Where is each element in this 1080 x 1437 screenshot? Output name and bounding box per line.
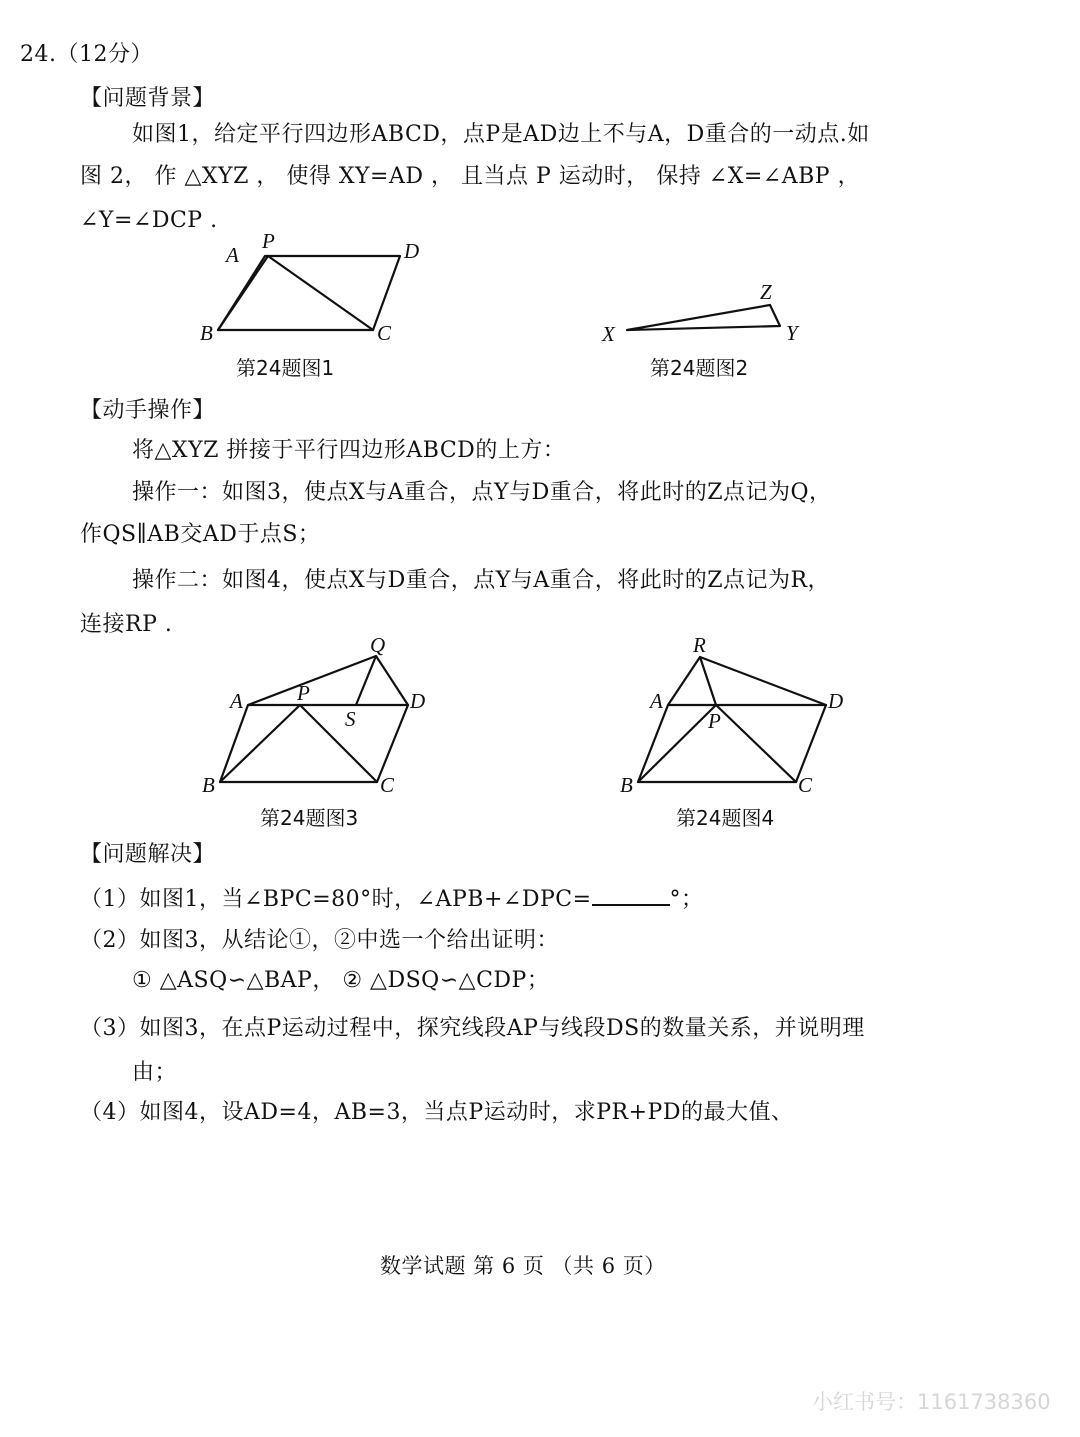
fig2-caption: 第24题图2 [650, 356, 749, 380]
question-2-line-2: ① △ASQ∽△BAP， ② △DSQ∽△CDP； [132, 968, 550, 993]
operation-line-2: 操作一：如图3，使点X与A重合，点Y与D重合，将此时的Z点记为Q， [132, 480, 832, 505]
fig1-label-B: B [200, 321, 213, 345]
operation-line-1: 将△XYZ 拼接于平行四边形ABCD的上方： [132, 438, 566, 463]
question-3-line-1: （3）如图3，在点P运动过程中，探究线段AP与线段DS的数量关系，并说明理 [80, 1016, 865, 1041]
watermark: 小红书号：1161738360 [812, 1390, 1051, 1414]
fig4-parallelogram [638, 705, 826, 782]
operation-line-3: 作QS∥AB交AD于点S； [80, 522, 321, 547]
fig3-label-S: S [345, 707, 356, 731]
fig3-label-A: A [230, 689, 243, 713]
fig2-label-Z: Z [760, 280, 772, 304]
operation-line-5: 连接RP . [80, 612, 173, 637]
fig3-label-D: D [410, 689, 426, 713]
question-score: （12分） [56, 42, 153, 67]
operation-line-4: 操作二：如图4，使点X与D重合，点Y与A重合，将此时的Z点记为R， [132, 568, 831, 593]
question-1-suffix: °； [669, 887, 704, 912]
fig4-segment-PB [638, 705, 716, 782]
fig1-label-C: C [377, 321, 392, 345]
fig3-label-P: P [297, 681, 310, 705]
fig4-segment-RP [700, 657, 716, 705]
fig4-caption: 第24题图4 [676, 806, 775, 830]
heading-operation: 【动手操作】 [80, 398, 216, 423]
fig3-label-B: B [202, 773, 215, 797]
answer-blank [592, 886, 670, 906]
question-number-text: 24. [20, 42, 57, 67]
question-3-line-2: 由； [132, 1060, 178, 1085]
fig4-label-D: D [828, 689, 844, 713]
heading-solve: 【问题解决】 [80, 842, 216, 867]
fig1-caption: 第24题图1 [236, 356, 335, 380]
fig2-label-Y: Y [786, 321, 798, 345]
question-2-line-1: （2）如图3，从结论①，②中选一个给出证明： [80, 928, 559, 953]
fig3-label-C: C [380, 773, 395, 797]
fig1-label-A: A [226, 243, 239, 267]
fig3-caption: 第24题图3 [260, 806, 359, 830]
background-line-3: ∠Y=∠DCP . [80, 208, 218, 233]
fig4-segment-PC [716, 705, 796, 782]
fig4-label-C: C [798, 773, 813, 797]
fig1-label-P: P [262, 229, 275, 253]
background-line-2: 图 2， 作 △XYZ ， 使得 XY=AD ， 且当点 P 运动时， 保持 ∠X=∠ABP ， [80, 164, 861, 189]
background-line-1: 如图1，给定平行四边形ABCD，点P是AD边上不与A，D重合的一动点.如 [132, 122, 870, 147]
page-footer: 数学试题 第 6 页 （共 6 页） [380, 1254, 666, 1278]
fig4-label-B: B [620, 773, 633, 797]
fig2-label-X: X [602, 322, 615, 346]
fig4-label-P: P [708, 709, 721, 733]
fig4-triangle-ARD [668, 657, 826, 705]
question-1-text: （1）如图1，当∠BPC=80°时，∠APB+∠DPC= [80, 887, 592, 912]
heading-background: 【问题背景】 [80, 86, 216, 111]
fig3-label-Q: Q [370, 633, 386, 657]
question-1 [80, 886, 704, 911]
fig4-label-A: A [650, 689, 663, 713]
fig1-label-D: D [404, 239, 420, 263]
question-4: （4）如图4，设AD=4，AB=3，当点P运动时，求PR+PD的最大值、 [80, 1100, 794, 1125]
fig4-label-R: R [693, 633, 706, 657]
